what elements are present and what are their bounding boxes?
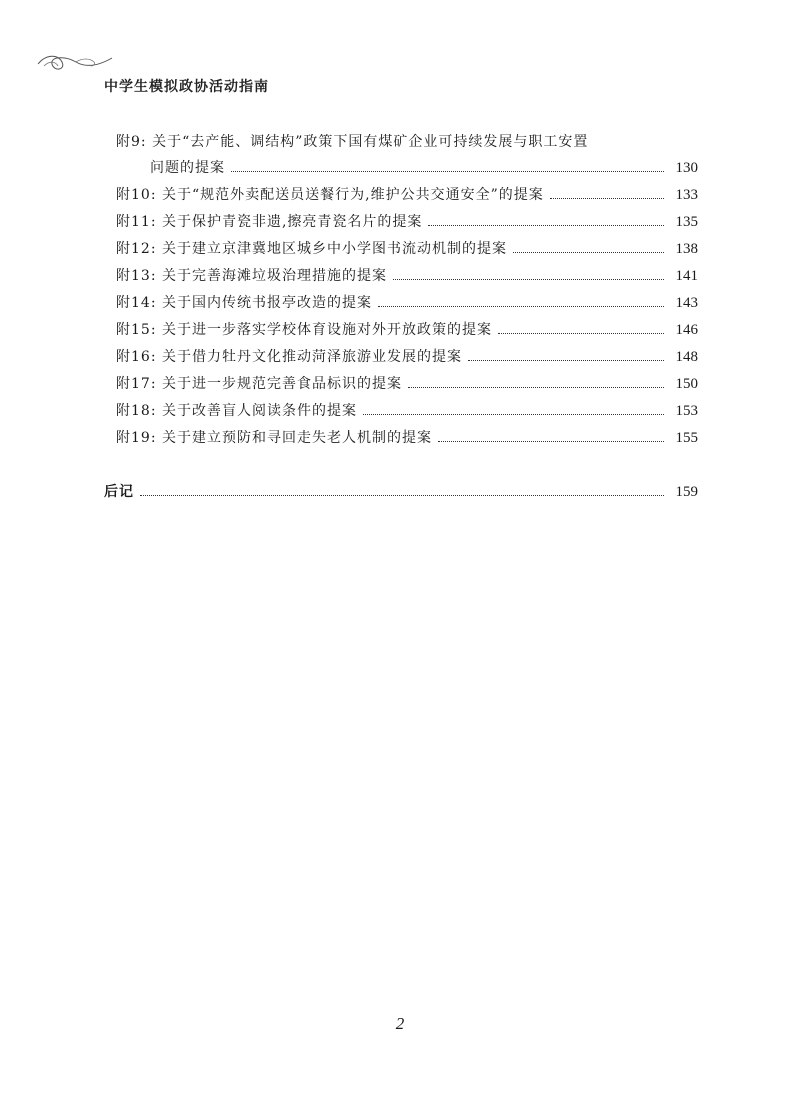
toc-entry-label: 附11: 关于保护青瓷非遗,擦亮青瓷名片的提案 xyxy=(116,214,423,230)
toc-entry-page: 143 xyxy=(675,295,698,311)
toc-entry-19[interactable] xyxy=(116,427,698,449)
toc-entry-13[interactable] xyxy=(116,265,698,287)
toc-entry-page: 133 xyxy=(675,187,698,203)
dot-leader xyxy=(550,197,664,199)
dot-leader xyxy=(408,386,664,388)
dot-leader xyxy=(428,224,664,226)
toc-entry-18[interactable] xyxy=(116,400,698,422)
toc-entry-page: 146 xyxy=(675,322,698,338)
running-header-title: 中学生模拟政协活动指南 xyxy=(104,79,269,95)
dot-leader xyxy=(513,251,664,253)
dot-leader xyxy=(231,170,664,172)
dot-leader xyxy=(363,413,664,415)
toc-entry-14[interactable] xyxy=(116,292,698,314)
toc-entry-page: 130 xyxy=(675,160,698,176)
toc-entry-label: 附14: 关于国内传统书报亭改造的提案 xyxy=(116,295,372,311)
dot-leader xyxy=(468,359,664,361)
dot-leader xyxy=(393,278,664,280)
dot-leader xyxy=(140,494,664,496)
dot-leader xyxy=(498,332,664,334)
toc-entry-page: 141 xyxy=(675,268,698,284)
toc-entry-page: 150 xyxy=(675,376,698,392)
toc-entry-10[interactable] xyxy=(116,184,698,206)
toc-entry-15[interactable] xyxy=(116,319,698,341)
toc-entry-page: 159 xyxy=(675,484,698,500)
toc-entry-label: 后记 xyxy=(104,484,134,500)
toc-entry-label: 附12: 关于建立京津冀地区城乡中小学图书流动机制的提案 xyxy=(116,241,507,257)
toc-entry-16[interactable] xyxy=(116,346,698,368)
toc-entry-page: 155 xyxy=(675,430,698,446)
page-header xyxy=(0,0,800,100)
toc-entry-page: 138 xyxy=(675,241,698,257)
toc-entry-9-line1: 附9: 关于“去产能、调结构”政策下国有煤矿企业可持续发展与职工安置 xyxy=(116,134,589,150)
toc-entry-9[interactable] xyxy=(150,157,698,179)
toc-entry-label: 附18: 关于改善盲人阅读条件的提案 xyxy=(116,403,357,419)
toc-entry-label: 附19: 关于建立预防和寻回走失老人机制的提案 xyxy=(116,430,432,446)
toc-entry-page: 153 xyxy=(675,403,698,419)
toc-entry-17[interactable] xyxy=(116,373,698,395)
toc-entry-page: 135 xyxy=(675,214,698,230)
toc-entry-label: 附16: 关于借力牡丹文化推动菏泽旅游业发展的提案 xyxy=(116,349,462,365)
toc-entry-11[interactable] xyxy=(116,211,698,233)
toc-entry-postscript[interactable] xyxy=(104,481,698,503)
toc-entry-label: 附15: 关于进一步落实学校体育设施对外开放政策的提案 xyxy=(116,322,492,338)
dot-leader xyxy=(438,440,664,442)
toc-entry-page: 148 xyxy=(675,349,698,365)
toc-entry-label: 附17: 关于进一步规范完善食品标识的提案 xyxy=(116,376,402,392)
toc-entry-label: 问题的提案 xyxy=(150,160,225,176)
page-number: 2 xyxy=(395,1014,405,1033)
flourish-ornament-icon xyxy=(36,50,116,74)
toc-entry-12[interactable] xyxy=(116,238,698,260)
toc-entry-label: 附10: 关于“规范外卖配送员送餐行为,维护公共交通安全”的提案 xyxy=(116,187,544,203)
dot-leader xyxy=(378,305,664,307)
toc-entry-label: 附13: 关于完善海滩垃圾治理措施的提案 xyxy=(116,268,387,284)
